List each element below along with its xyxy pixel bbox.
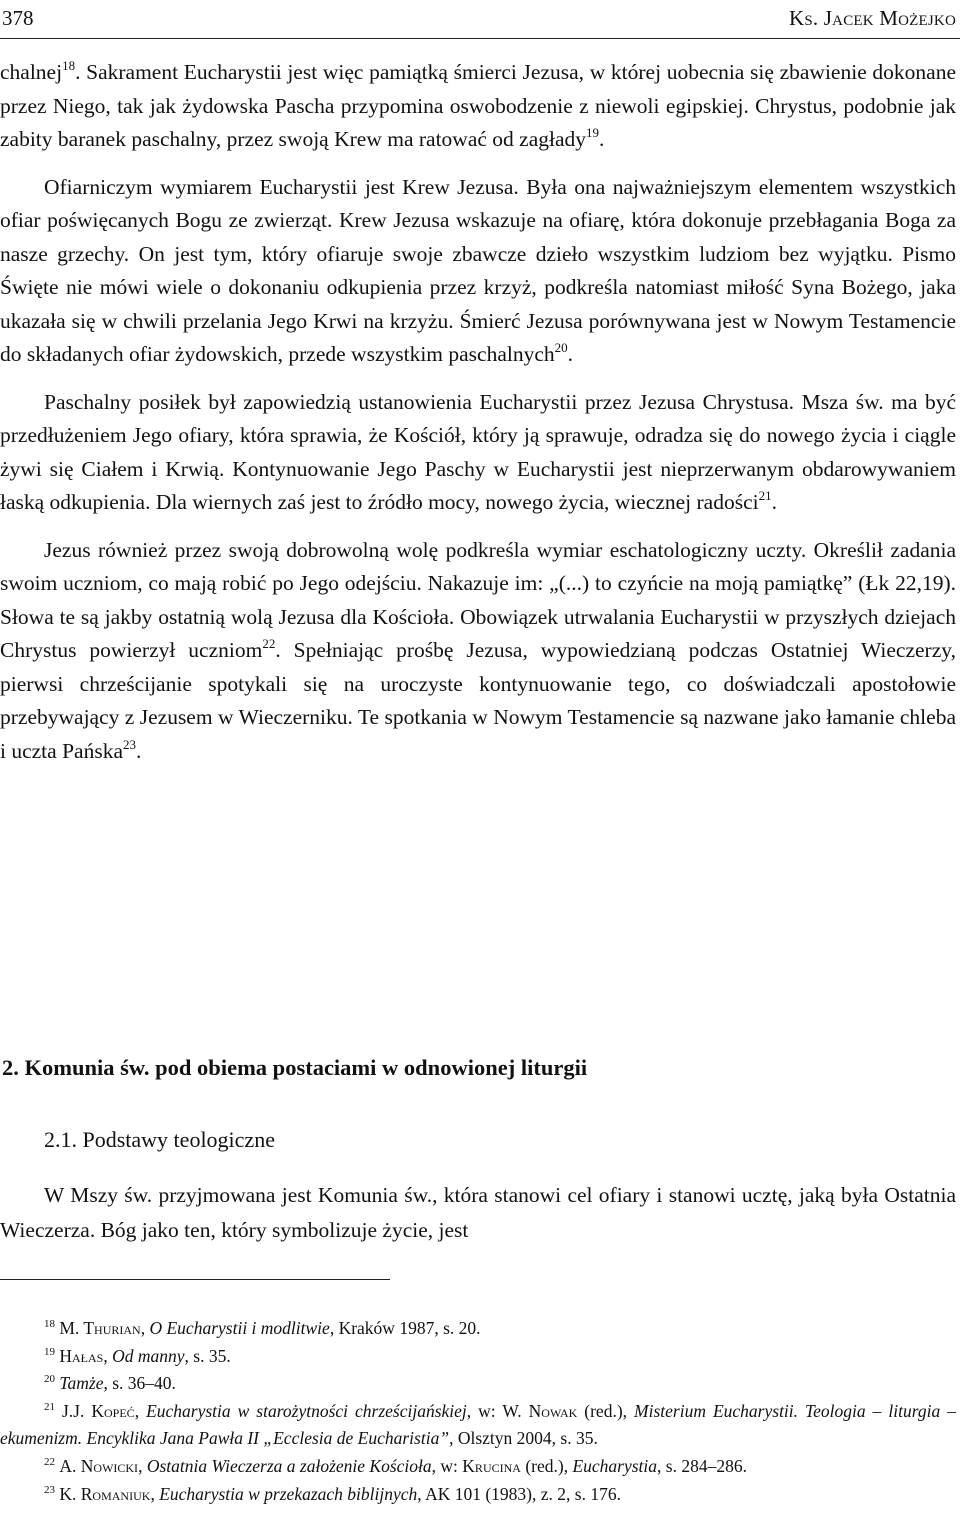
footnote-title: Od manny xyxy=(112,1345,185,1366)
subsection-heading: 2.1. Podstawy teologiczne xyxy=(44,1127,275,1152)
footnote-number: 23 xyxy=(44,1483,55,1496)
footnote-author: K. Romaniuk xyxy=(59,1483,151,1504)
footnote-text: (red.), xyxy=(577,1400,635,1421)
footnote-text: , w: W. xyxy=(466,1400,529,1421)
footnote-title: Ostatnia Wieczerza a założenie Kościoła xyxy=(146,1455,432,1476)
footnote-ref-21: 21 xyxy=(758,488,772,503)
footnote-text: , Olsztyn 2004, s. 35. xyxy=(449,1428,598,1449)
footnote-ref-18: 18 xyxy=(62,58,76,73)
paragraph-text: Ofiarniczym wymiarem Eucharystii jest Krew Jezusa. Była ona najważniejszym elementem wszystkich ofiar poświęcanych Bogu ze zwierząt. Krew Jezusa wskazuje na ofiarę, która dokonuje przebłagania Boga za nasze grzechy. On jest tym, który ofiaruje swoje zbawcze dzieło wszystkim ludziom bez wyjątku. Pismo Święte nie mówi wiele o dokonaniu odkupienia przez krzyż, podkreśla natomiast miłość Syna Bożego, jaka ukazała się w chwili przelania Jego Krwi na krzyżu. Śmierć Jezusa porównywana jest w Nowym Testamencie do składanych ofiar żydowskich, przede wszystkim paschalnych xyxy=(0,174,956,366)
closing-text xyxy=(0,1178,956,1248)
paragraph-text: . xyxy=(771,490,777,514)
footnote-title: Eucharystia w starożytności chrześcijańskiej xyxy=(146,1400,467,1421)
footnote-author: Hałas xyxy=(59,1345,104,1366)
footnotes xyxy=(0,1315,956,1508)
paragraph-4 xyxy=(0,534,956,769)
footnote-divider xyxy=(0,1279,390,1280)
footnote-editor: Nowak xyxy=(528,1400,578,1421)
body-text xyxy=(0,56,956,782)
footnote-22: $^{22}$ A. Nowicki, Ostatnia Wieczerza a założenie Kościoła, w: Krucina (red.), Eucharystia, s. 284–286. xyxy=(44,1455,747,1476)
closing-paragraph: W Mszy św. przyjmowana jest Komunia św., która stanowi cel ofiary i stanowi ucztę, jaką była Ostatnia Wieczerza. Bóg jako ten, który symbolizuje życie, jest xyxy=(0,1183,956,1242)
footnote-title: O Eucharystii i modlitwie xyxy=(149,1318,330,1338)
footnote-number: 22 xyxy=(44,1455,55,1468)
footnote-title: Misterium Eucharystii. Teologia – liturgia – ekumenizm. Encyklika Jana Pawła II „Ecclesia de Eucharistia” xyxy=(0,1400,956,1449)
footnote-title: Tamże xyxy=(59,1373,104,1394)
footnote-ref-19: 19 xyxy=(586,125,600,140)
footnote-text: (red.), xyxy=(520,1455,573,1476)
footnote-number: 19 xyxy=(44,1345,55,1358)
paragraph-text: chalnej xyxy=(0,60,63,84)
footnote-ref-22: 22 xyxy=(262,636,276,651)
footnote-21: $^{21}$ J.J. Kopeć, Eucharystia w starożytności chrześcijańskiej, w: W. Nowak (red.), Misterium Eucharystii. Teologia – liturgia – ekumenizm. Encyklika Jana Pawła II „Ecclesia de Eucharistia”, Olsztyn 2004, s. 35. xyxy=(0,1400,956,1449)
footnote-19: $^{19}$ Hałas, Od manny, s. 35. xyxy=(44,1345,231,1366)
footnote-20 xyxy=(0,1370,956,1398)
paragraph-text: . xyxy=(567,342,574,366)
paragraph-3 xyxy=(0,386,956,520)
page-header xyxy=(0,0,960,39)
page-number: 378 xyxy=(2,6,34,30)
footnote-text: , Kraków 1987, s. 20. xyxy=(329,1318,481,1338)
footnote-author: M. Thurian xyxy=(59,1318,141,1338)
footnote-title: Eucharystia xyxy=(572,1455,658,1476)
paragraph-text: . Sakrament Eucharystii jest więc pamiątką śmierci Jezusa, w której uobecnia się zbawienie dokonane przez Niego, tak jak żydowska Pascha przypomina oswobodzenie z niewoli egipskiej. Chrystus, podobnie jak zabity baranek paschalny, przez swoją Krew ma ratować od zagłady xyxy=(0,60,956,151)
footnote-author: A. Nowicki xyxy=(59,1455,139,1476)
section-heading: 2. Komunia św. pod obiema postaciami w odnowionej liturgii xyxy=(2,1055,588,1080)
paragraph-2 xyxy=(0,171,956,372)
footnote-text: , s. 35. xyxy=(184,1345,231,1366)
footnote-text: , s. 36–40. xyxy=(103,1373,176,1394)
paragraph-1 xyxy=(0,56,956,157)
footnote-text: , AK 101 (1983), z. 2, s. 176. xyxy=(417,1483,621,1504)
footnote-number: 21 xyxy=(44,1400,55,1413)
footnote-editor: Krucina xyxy=(462,1455,521,1476)
running-head: Ks. Jacek Możejko xyxy=(789,6,956,30)
paragraph-text: Paschalny posiłek był zapowiedzią ustanowienia Eucharystii przez Jezusa Chrystusa. Msza św. ma być przedłużeniem Jego ofiary, która sprawia, że Kościół, który ją sprawuje, odradza się do nowego życia i ciągle żywi się Ciałem i Krwią. Kontynuowanie Jego Paschy w Eucharystii jest nieprzerwanym obdarowywaniem łaską odkupienia. Dla wiernych zaś jest to źródło mocy, nowego życia, wiecznej radości xyxy=(0,389,956,514)
footnote-ref-23: 23 xyxy=(123,736,136,752)
footnote-23: $^{23}$ K. Romaniuk, Eucharystia w przekazach biblijnych, AK 101 (1983), z. 2, s. 176. xyxy=(44,1483,621,1504)
paragraph-text: . xyxy=(599,127,605,151)
footnote-text: , s. 284–286. xyxy=(657,1455,747,1476)
footnote-18: $^{18}$ M. Thurian, O Eucharystii i modlitwie, Kraków 1987, s. 20. xyxy=(44,1318,481,1338)
footnote-author: J.J. Kopeć xyxy=(62,1400,135,1421)
paragraph-text: Jezus również przez swoją dobrowolną wolę podkreśla wymiar eschatologiczny uczty. Określił zadania swoim uczniom, co mają robić po Jego odejściu. Nakazuje im: „(...) to czyńcie na moją pamiątkę” (Łk 22,19). Słowa te są jakby ostatnią wolą Jezusa dla Kościoła. Obowiązek utrwalania Eucharystii w przyszłych dziejach Chrystus powierzył uczniom xyxy=(0,537,956,662)
footnote-number: 20 xyxy=(44,1373,55,1386)
footnote-ref-20: 20 xyxy=(554,340,568,355)
paragraph-text: . xyxy=(136,738,142,763)
paragraph-text: . Spełniając prośbę Jezusa, wypowiedzianą podczas Ostatniej Wieczerzy, pierwsi chrześcijanie spotykali się na uroczyste kontynuowanie tego, co doświadczali apostołowie przebywający z Jezusem w Wieczerniku. Te spotkania w Nowym Testamencie są nazwane jako łamanie chleba i uczta Pańska xyxy=(0,638,956,763)
footnote-text: , w: xyxy=(431,1455,463,1476)
footnote-number: 18 xyxy=(44,1318,55,1330)
footnote-title: Eucharystia w przekazach biblijnych xyxy=(159,1483,418,1504)
